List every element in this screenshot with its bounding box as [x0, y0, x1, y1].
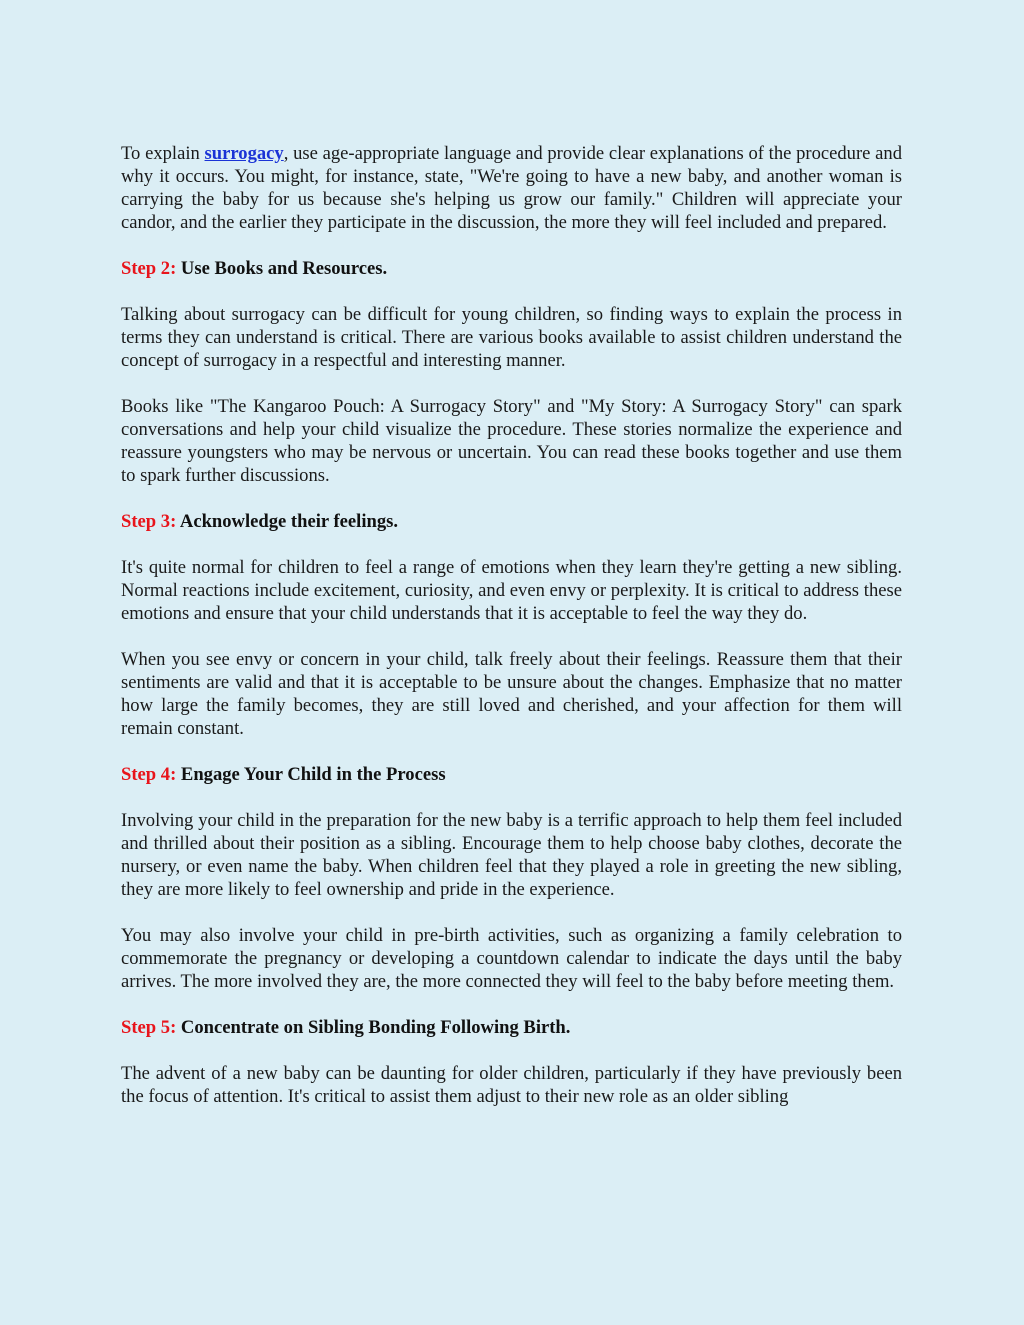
- step-4-label: Step 4:: [121, 764, 177, 785]
- step-5-paragraph-1: The advent of a new baby can be daunting for older children, particularly if they have previously been the focus of attention. It's critical to assist them adjust to their new role as an older sibling: [121, 1063, 902, 1107]
- intro-text-start: To explain: [121, 143, 205, 164]
- intro-text-end: , use age-appropriate language and provide clear explanations of the procedure and why it occurs. You might, for instance, state, "We're going to have a new baby, and another woman is carrying the baby for us because she's helping us grow our family." Children will appreciate your candor, and the earlier they participate in the discussion, the more they will feel included and prepared.: [121, 143, 902, 233]
- surrogacy-link[interactable]: surrogacy: [204, 143, 284, 164]
- step-3-paragraph-1: It's quite normal for children to feel a range of emotions when they learn they're getting a new sibling. Normal reactions include excitement, curiosity, and even envy or perplexity. It is critical to address these emotions and ensure that your child understands that it is acceptable to feel the way they do.: [121, 557, 902, 624]
- document-page: [121, 142, 902, 1131]
- step-4-title: Engage Your Child in the Process: [180, 764, 446, 785]
- step-2-paragraph-2: Books like "The Kangaroo Pouch: A Surrogacy Story" and "My Story: A Surrogacy Story" can spark conversations and help your child visualize the procedure. These stories normalize the experience and reassure youngsters who may be nervous or uncertain. You can read these books together and use them to spark further discussions.: [121, 396, 902, 486]
- step-2-title: Use Books and Resources.: [180, 258, 388, 279]
- step-4-paragraph-2: You may also involve your child in pre-birth activities, such as organizing a family celebration to commemorate the pregnancy or developing a countdown calendar to indicate the days until the baby arrives. The more involved they are, the more connected they will feel to the baby before meeting them.: [121, 925, 902, 992]
- step-2-heading: [121, 257, 902, 280]
- step-3-title: Acknowledge their feelings.: [179, 511, 399, 532]
- step-2-paragraph-1: Talking about surrogacy can be difficult for young children, so finding ways to explain the process in terms they can understand is critical. There are various books available to assist children understand the concept of surrogacy in a respectful and interesting manner.: [121, 304, 902, 371]
- step-4-heading: [121, 763, 902, 786]
- step-5-label: Step 5:: [121, 1017, 177, 1038]
- step-5-title: Concentrate on Sibling Bonding Following Birth.: [180, 1017, 571, 1038]
- step-3-label: Step 3:: [121, 511, 177, 532]
- step-3-heading: [121, 510, 902, 533]
- step-2-label: Step 2:: [121, 258, 177, 279]
- step-4-paragraph-1: Involving your child in the preparation for the new baby is a terrific approach to help them feel included and thrilled about their position as a sibling. Encourage them to help choose baby clothes, decorate the nursery, or even name the baby. When children feel that they played a role in greeting the new sibling, they are more likely to feel ownership and pride in the experience.: [121, 810, 902, 900]
- step-3-paragraph-2: When you see envy or concern in your child, talk freely about their feelings. Reassure them that their sentiments are valid and that it is acceptable to be unsure about the changes. Emphasize that no matter how large the family becomes, they are still loved and cherished, and your affection for them will remain constant.: [121, 649, 902, 739]
- intro-paragraph: [121, 142, 902, 234]
- step-5-heading: [121, 1016, 902, 1039]
